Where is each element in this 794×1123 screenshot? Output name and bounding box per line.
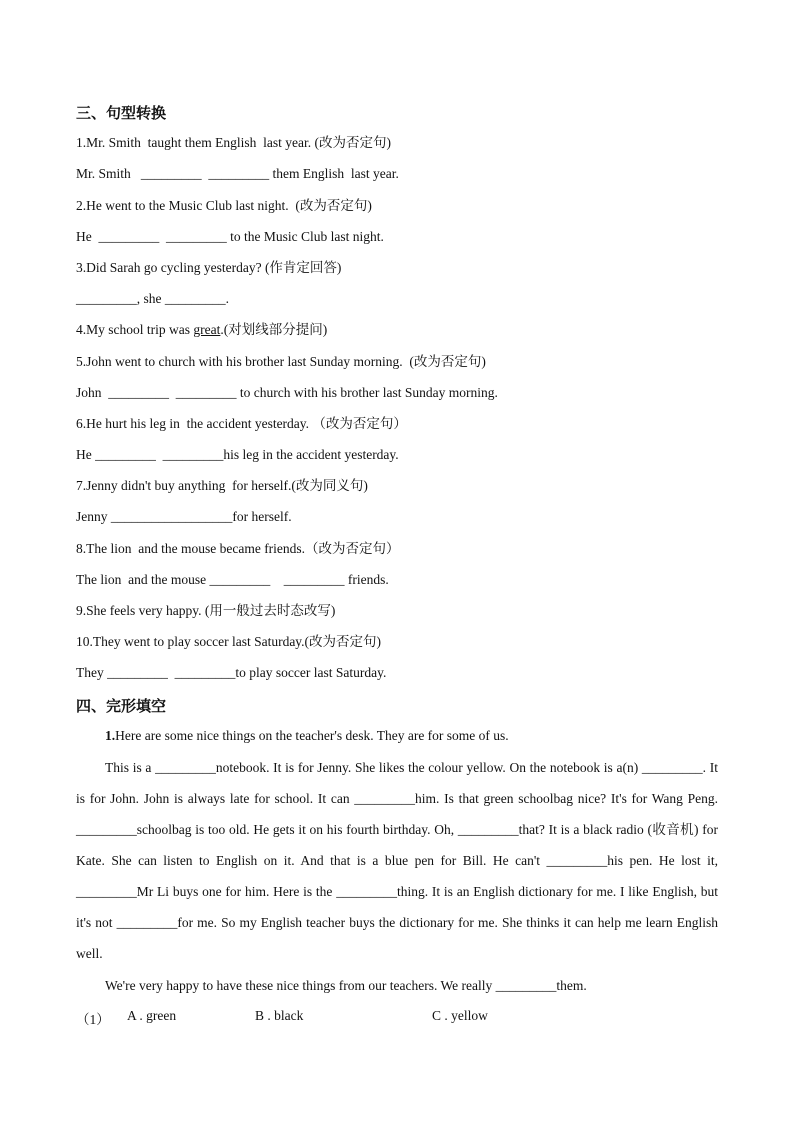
exercise-5-question: 5.John went to church with his brother last Sunday morning. (改为否定句) bbox=[76, 354, 486, 369]
exercise-1-answer: Mr. Smith _________ _________ them English last year. bbox=[76, 166, 399, 181]
cloze-passage: This is a _________notebook. It is for Jenny. She likes the colour yellow. On the notebook is a(n) _________. It is for John. John is always late for school. It can _________him. Is that green schoolbag nice? It's for Wang Peng. _________schoolbag is too old. He gets it on his fourth birthday. Oh, _________that? It is a black radio (收音机) for Kate. She can listen to English on it. And that is a blue pen for Bill. He can't _________his pen. He lost it, _________Mr Li buys one for him. Here is the _________thing. It is an English dictionary for me. I like English, but it's not _________for me. So my English teacher buys the dictionary for me. She thinks it can help me learn English well. bbox=[76, 760, 718, 961]
option-a: A . green bbox=[127, 1008, 177, 1023]
cloze-question-number: 1. bbox=[105, 728, 116, 743]
exercise-4-instruction: .(对划线部分提问) bbox=[220, 322, 328, 337]
exercise-4-lead: 4.My school trip was bbox=[76, 322, 194, 337]
exercise-7-question: 7.Jenny didn't buy anything for herself.(改为同义句) bbox=[76, 478, 368, 493]
section-3-heading: 三、句型转换 bbox=[76, 104, 167, 122]
exercise-5-answer: John _________ _________ to church with his brother last Sunday morning. bbox=[76, 385, 498, 400]
exercise-6-answer: He _________ _________his leg in the accident yesterday. bbox=[76, 447, 399, 462]
exercise-7-answer: Jenny __________________for herself. bbox=[76, 509, 292, 524]
exercise-2-question: 2.He went to the Music Club last night. (改为否定句) bbox=[76, 198, 372, 213]
option-b: B . black bbox=[255, 1008, 304, 1023]
exercise-8-question: 8.The lion and the mouse became friends.（改为否定句） bbox=[76, 541, 400, 556]
exercise-6-question: 6.He hurt his leg in the accident yesterday. （改为否定句） bbox=[76, 416, 407, 431]
exercise-2-answer: He _________ _________ to the Music Club last night. bbox=[76, 229, 384, 244]
exercise-10-question: 10.They went to play soccer last Saturday.(改为否定句) bbox=[76, 634, 382, 649]
exercise-9-question: 9.She feels very happy. (用一般过去时态改写) bbox=[76, 603, 336, 618]
exercise-4-question bbox=[76, 321, 327, 339]
exercise-4-underlined-word: great bbox=[193, 322, 221, 337]
cloze-intro bbox=[105, 727, 509, 745]
option-number: （1） bbox=[76, 1012, 110, 1027]
exercise-3-answer: _________, she _________. bbox=[76, 291, 229, 306]
option-c: C . yellow bbox=[432, 1008, 488, 1023]
exercise-3-question: 3.Did Sarah go cycling yesterday? (作肯定回答) bbox=[76, 260, 342, 275]
cloze-intro-text: Here are some nice things on the teacher's desk. They are for some of us. bbox=[115, 728, 509, 743]
exercise-10-answer: They _________ _________to play soccer last Saturday. bbox=[76, 665, 387, 680]
cloze-closing: We're very happy to have these nice things from our teachers. We really _________them. bbox=[105, 978, 587, 993]
exercise-8-answer: The lion and the mouse _________ _________ friends. bbox=[76, 572, 389, 587]
exercise-1-question: 1.Mr. Smith taught them English last year. (改为否定句) bbox=[76, 135, 391, 150]
section-4-heading: 四、完形填空 bbox=[76, 697, 167, 715]
